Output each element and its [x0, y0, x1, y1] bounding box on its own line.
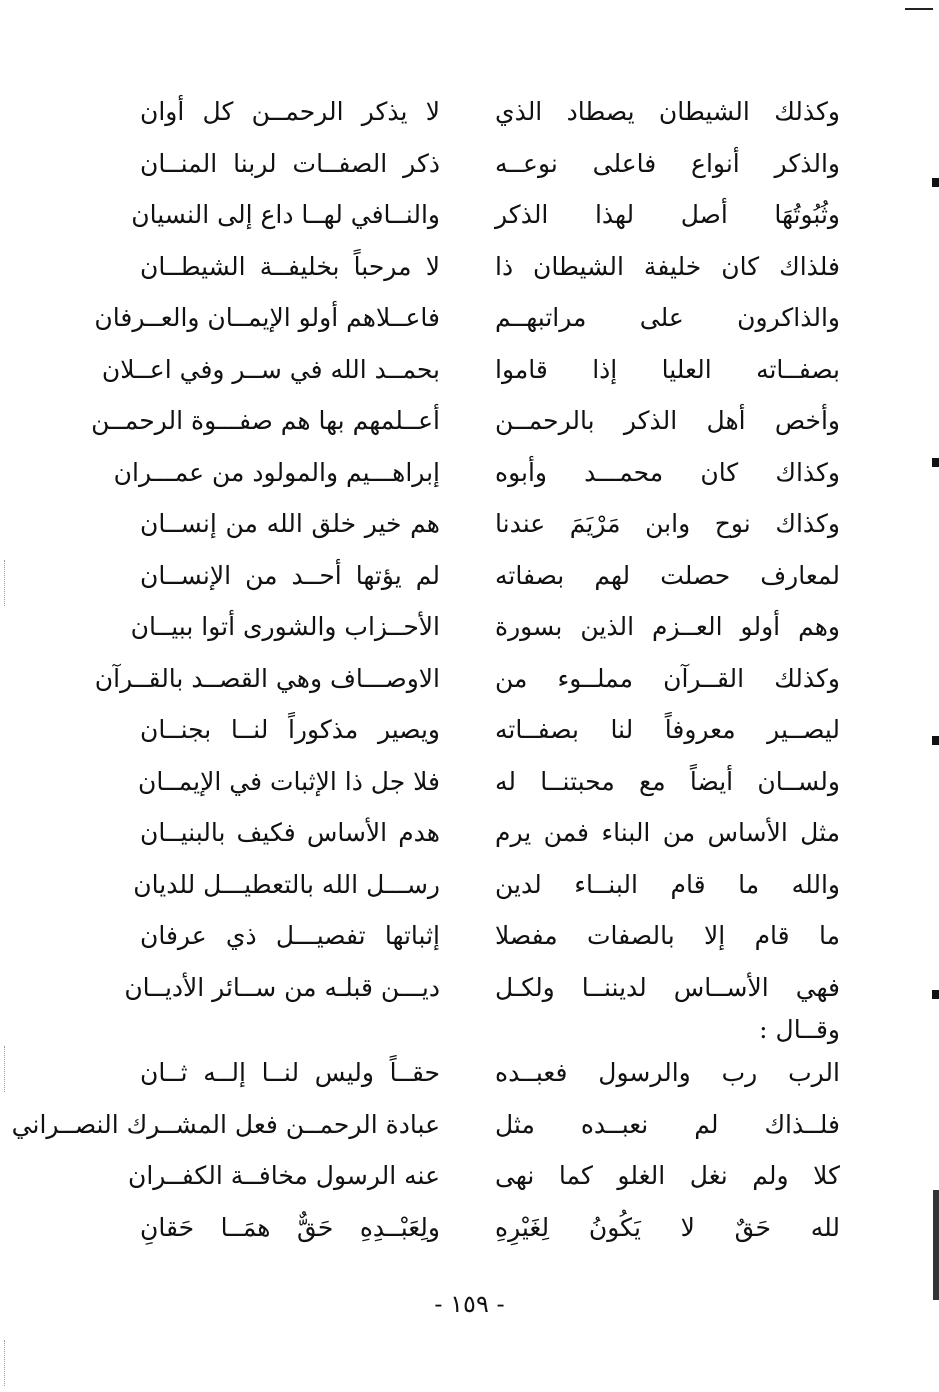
scan-margin-speck: [4, 1046, 7, 1092]
first-hemistich: فهي الأســاس لديننــا ولكـل: [495, 972, 840, 1002]
verse-line: [140, 498, 840, 550]
second-hemistich: فاعــلاهم أولو الإيمــان والعــرفان: [94, 303, 440, 332]
verse-line: [140, 138, 840, 190]
second-hemistich: عبادة الرحمــن فعل المشــرك النصــراني: [11, 1109, 440, 1139]
verse-line: [128, 1150, 840, 1202]
first-hemistich: والذكر أنواع فاعلى نوعــه: [495, 148, 840, 178]
verse-line: [140, 86, 840, 138]
first-hemistich: لمعارف حصلت لهم بصفاته: [495, 560, 840, 590]
first-hemistich: الرب رب والرسول فعبــده: [495, 1058, 840, 1087]
second-hemistich: ذكر الصفــات لربنا المنــان: [140, 148, 440, 178]
second-hemistich: بحمــد الله في ســر وفي اعــلان: [101, 354, 440, 384]
second-hemistich: هم خير خلق الله من إنســان: [140, 509, 440, 538]
scan-margin-speck: [4, 1340, 7, 1386]
first-hemistich: والذاكرون على مراتبهــم: [495, 303, 840, 332]
page-number: - ١٥٩ -: [434, 1290, 505, 1318]
verse-line: [140, 756, 840, 808]
second-hemistich: إبراهـــيم والمولود من عمـــران: [113, 457, 440, 487]
second-hemistich: رســـل الله بالتعطيـــل للديان: [133, 869, 440, 899]
second-hemistich: ويصير مذكوراً لنــا بجنــان: [140, 715, 440, 744]
scan-corner-mark: [905, 8, 933, 10]
second-hemistich: هدم الأساس فكيف بالبنيــان: [140, 818, 440, 847]
binding-hole-mark: [932, 458, 939, 467]
second-hemistich: لا يذكر الرحمــن كل أوان: [140, 97, 440, 126]
first-hemistich: وثُبُوتُهَا أصل لهذا الذكر: [495, 200, 840, 229]
first-hemistich: ولســان أيضاً مع محبتنــا له: [495, 766, 840, 796]
second-hemistich: ديـــن قبلـه من ســائر الأديــان: [124, 972, 440, 1002]
poem-body: [11, 86, 840, 1253]
first-hemistich: مثل الأساس من البناء فمن يرم: [495, 818, 840, 847]
first-hemistich: وكذاك كان محمـــد وأبوه: [495, 457, 840, 487]
verse-line: [130, 601, 840, 653]
verse-line: [94, 292, 840, 344]
second-hemistich: لا مرحباً بخليفــة الشيطــان: [140, 251, 440, 281]
verse-line: [131, 189, 840, 241]
first-hemistich: وهم أولو العــزم الذين بسورة: [495, 612, 840, 641]
first-hemistich: والله ما قام البنــاء لدين: [495, 869, 840, 899]
verse-line: [140, 704, 840, 756]
first-hemistich: بصفــاته العليا إذا قاموا: [495, 354, 840, 384]
verse-line: [11, 1099, 840, 1151]
second-hemistich: فلا جل ذا الإثبات في الإيمــان: [138, 766, 440, 796]
verse-line: [140, 1202, 840, 1254]
verse-line: [140, 241, 840, 293]
first-hemistich: وأخص أهل الذكر بالرحمــن: [495, 406, 840, 435]
scan-edge-shadow: [933, 1190, 939, 1300]
verse-line: [113, 447, 840, 499]
first-hemistich: فلذاك كان خليفة الشيطان ذا: [495, 251, 840, 281]
first-hemistich: وكذلك القــرآن مملــوء من: [495, 663, 840, 693]
first-hemistich: ما قام إلا بالصفات مفصلا: [495, 921, 840, 950]
second-hemistich: لم يؤتها أحــد من الإنســان: [140, 560, 440, 590]
first-hemistich: لله حَقٌ لا يَكُونُ لِغَيْرِهِ: [495, 1212, 840, 1242]
second-hemistich: والنــافي لهــا داع إلى النسيان: [131, 200, 440, 229]
second-hemistich: عنه الرسول مخافــة الكفــران: [128, 1161, 440, 1190]
first-hemistich: ليصــير معروفاً لنا بصفــاته: [495, 715, 840, 744]
verse-line: [140, 910, 840, 962]
verse-line: [140, 807, 840, 859]
verse-line: [140, 1047, 840, 1099]
binding-hole-mark: [932, 990, 939, 999]
second-hemistich: أعــلمهم بها هم صفـــوة الرحمــن: [91, 406, 440, 435]
second-hemistich: الاوصـــاف وهي القصــد بالقــرآن: [94, 663, 440, 693]
second-hemistich: إثباتها تفصيـــل ذي عرفان: [140, 921, 440, 950]
first-hemistich: كلا ولم نغل الغلو كما نهى: [495, 1161, 840, 1190]
verse-line: [124, 962, 840, 1014]
first-hemistich: وكذاك نوح وابن مَرْيَمَ عندنا: [495, 509, 840, 538]
second-hemistich: الأحــزاب والشورى أتوا ببيــان: [130, 612, 440, 641]
section-intro: وقــال :: [759, 1015, 840, 1044]
verse-line: [94, 653, 840, 705]
first-hemistich: فلــذاك لم نعبــده مثل: [495, 1109, 840, 1139]
binding-hole-mark: [932, 178, 939, 187]
scan-margin-speck: [4, 560, 7, 606]
verse-line: [101, 344, 840, 396]
binding-hole-mark: [932, 736, 939, 745]
verse-line: [140, 550, 840, 602]
verse-line: [133, 859, 840, 911]
second-hemistich: حقــاً وليس لنــا إلــه ثــان: [140, 1058, 440, 1087]
first-hemistich: وكذلك الشيطان يصطاد الذي: [495, 97, 840, 126]
verse-line: [91, 395, 840, 447]
second-hemistich: ولِعَبْــدِهِ حَقٌّ همَــا حَقانِ: [140, 1212, 440, 1242]
